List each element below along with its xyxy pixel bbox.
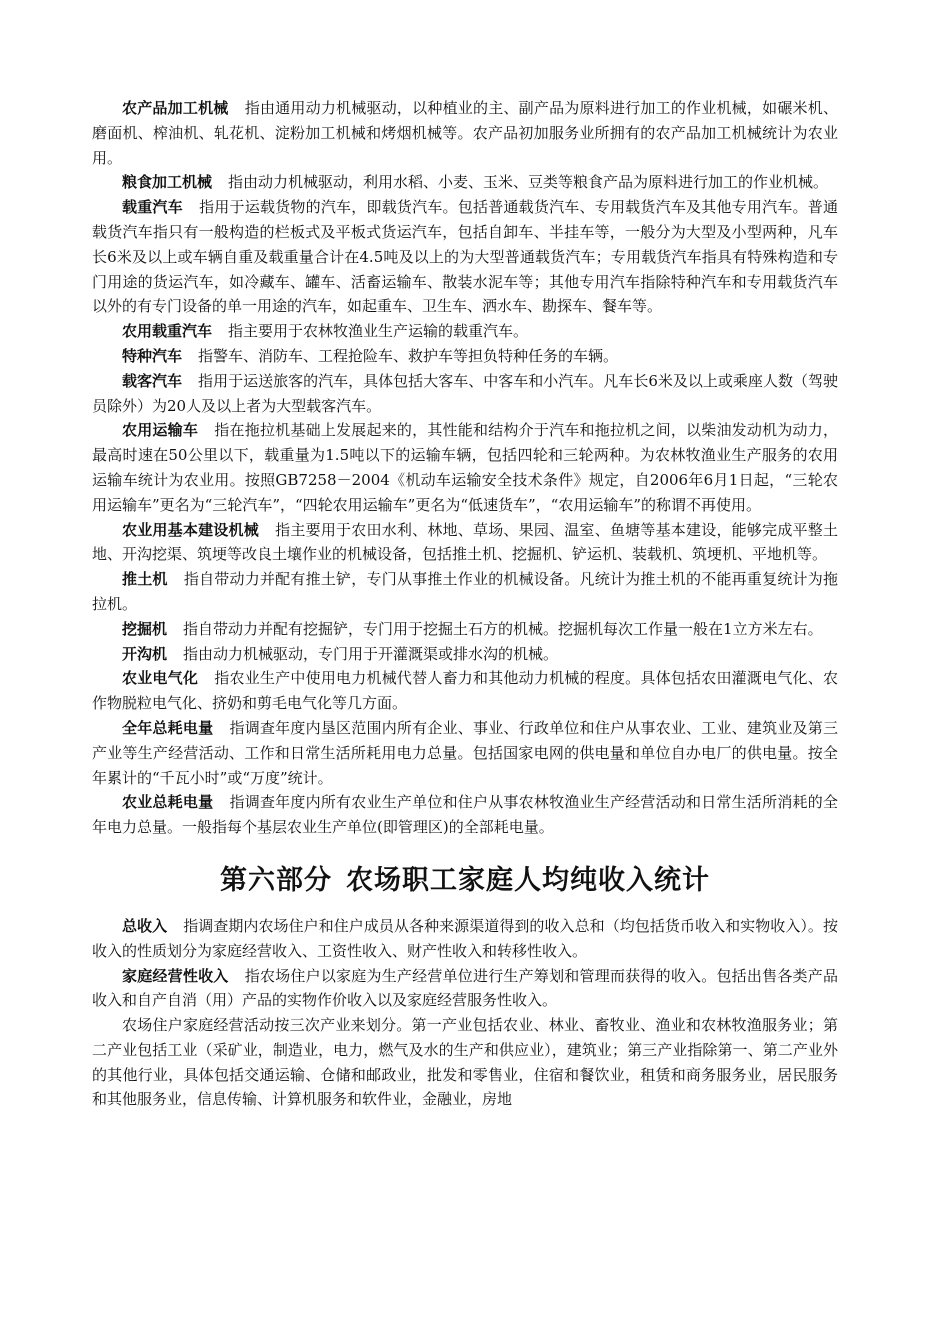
definition-paragraph (92, 170, 838, 195)
definition-term: 农产品加工机械 (122, 99, 229, 117)
definition-text: 指调查年度内所有农业生产单位和住户从事农林牧渔业生产经营活动和日常生活所消耗的全年电力总量。一般指每个基层农业生产单位(即管理区)的全部耗电量。 (92, 793, 838, 837)
definition-paragraph (92, 666, 838, 716)
definition-text: 指主要用于农田水利、林地、草场、果园、温室、鱼塘等基本建设，能够完成平整土地、开沟挖渠、筑埂等改良土壤作业的机械设备，包括推土机、挖掘机、铲运机、装载机、筑埂机、平地机等。 (92, 520, 838, 564)
section-title (92, 862, 838, 900)
definition-term: 农用载重汽车 (122, 322, 213, 341)
definition-term: 农用运输车 (122, 421, 199, 440)
definition-text: 指警车、消防车、工程抢险车、救护车等担负特种任务的车辆。 (198, 346, 619, 365)
definition-text: 指调查期内农场住户和住户成员从各种来源渠道得到的收入总和（均包括货币收入和实物收入）。按收入的性质划分为家庭经营收入、工资性收入、财产性收入和转移性收入。 (92, 916, 838, 960)
definition-paragraph (92, 195, 838, 319)
definition-term: 粮食加工机械 (122, 173, 213, 192)
section-number: 第六部分 (220, 864, 332, 896)
definition-paragraph (92, 964, 838, 1014)
definition-text: 指调查年度内垦区范围内所有企业、事业、行政单位和住户从事农业、工业、建筑业及第三产业等生产经营活动、工作和日常生活所耗用电力总量。包括国家电网的供电量和单位自办电厂的供电量。按全年累计的“千瓦小时”或“万度”统计。 (92, 718, 838, 787)
definition-paragraph (92, 567, 838, 617)
definition-text: 指由动力机械驱动，专门用于开灌溉渠或排水沟的机械。 (183, 644, 559, 663)
definition-paragraph (92, 418, 838, 517)
definition-paragraph (92, 319, 838, 344)
definition-text: 指由动力机械驱动，利用水稻、小麦、玉米、豆类等粮食产品为原料进行加工的作业机械。 (228, 173, 829, 192)
definition-term: 农业总耗电量 (122, 793, 214, 812)
definition-text: 指用于运载货物的汽车，即载货汽车。包括普通载货汽车、专用载货汽车及其他专用汽车。普通载货汽车指只有一般构造的栏板式及平板式货运汽车，包括自卸车、半挂车等，一般分为大型及小型两种，凡车长6米及以上或车辆自重及载重量合计在4.5吨及以上的为大型普通载货汽车；专用载货汽车指具有特殊构造和专门用途的货运汽车，如冷藏车、罐车、活畜运输车、散装水泥车等；其他专用汽车指除特种汽车和专用载货汽车以外的有专门设备的单一用途的汽车，如起重车、卫生车、洒水车、勘探车、餐车等。 (92, 198, 838, 316)
definition-text: 指用于运送旅客的汽车，具体包括大客车、中客车和小汽车。凡车长6米及以上或乘座人数（驾驶员除外）为20人及以上者为大型载客汽车。 (92, 371, 838, 415)
definition-paragraph (92, 716, 838, 790)
definition-paragraph (92, 344, 838, 369)
definition-text: 指自带动力并配有推土铲，专门从事推土作业的机械设备。凡统计为推土机的不能再重复统计为拖拉机。 (92, 570, 838, 613)
definition-text: 指在拖拉机基础上发展起来的，其性能和结构介于汽车和拖拉机之间，以柴油发动机为动力，最高时速在50公里以下，载重量为1.5吨以下的运输车辆，包括四轮和三轮两种。为农林牧渔业生产服务的农用运输车统计为农业用。按照GB7258－2004《机动车运输安全技术条件》规定，自2006年6月1日起，“三轮农用运输车”更名为“三轮汽车”，“四轮农用运输车”更名为“低速货车”，“农用运输车”的称谓不再使用。 (92, 421, 838, 514)
definition-term: 农业用基本建设机械 (122, 520, 259, 539)
definition-term: 载客汽车 (122, 371, 183, 390)
definition-term: 总收入 (122, 916, 168, 935)
definition-term: 挖掘机 (122, 619, 168, 638)
definition-paragraph (92, 96, 838, 170)
definition-term: 推土机 (122, 570, 168, 589)
definition-text: 指主要用于农林牧渔业生产运输的载重汽车。 (228, 322, 529, 341)
definition-text: 指农业生产中使用电力机械代替人畜力和其他动力机械的程度。具体包括农田灌溉电气化、农作物脱粒电气化、挤奶和剪毛电气化等几方面。 (92, 669, 838, 713)
document-page (92, 96, 838, 1112)
definition-term: 特种汽车 (122, 346, 183, 365)
definition-paragraph (92, 642, 838, 667)
definition-text: 指农场住户以家庭为生产经营单位进行生产筹划和管理而获得的收入。包括出售各类产品收入和自产自消（用）产品的实物作价收入以及家庭经营服务性收入。 (92, 966, 838, 1010)
definition-term: 家庭经营性收入 (122, 966, 229, 985)
definition-text: 指自带动力并配有挖掘铲，专门用于挖掘土石方的机械。挖掘机每次工作量一般在1立方米左右。 (183, 619, 823, 638)
definition-term: 全年总耗电量 (122, 718, 214, 737)
definition-term: 农业电气化 (122, 669, 199, 688)
definition-paragraph (92, 790, 838, 840)
definition-term: 开沟机 (122, 644, 168, 663)
definition-paragraph (92, 369, 838, 419)
definition-paragraph (92, 617, 838, 642)
section-title-text: 农场职工家庭人均纯收入统计 (346, 864, 710, 896)
body-paragraph: 农场住户家庭经营活动按三次产业来划分。第一产业包括农业、林业、畜牧业、渔业和农林牧渔服务业；第二产业包括工业（采矿业，制造业，电力，燃气及水的生产和供应业），建筑业；第三产业指除第一、第二产业外的其他行业，具体包括交通运输、仓储和邮政业，批发和零售业，住宿和餐饮业，租赁和商务服务业，居民服务和其他服务业，信息传输、计算机服务和软件业，金融业，房地 (92, 1016, 838, 1109)
definition-term: 载重汽车 (122, 198, 183, 217)
definition-text: 指由通用动力机械驱动，以种植业的主、副产品为原料进行加工的作业机械，如碾米机、磨面机、榨油机、轧花机、淀粉加工机械和烤烟机械等。农产品初加服务业所拥有的农产品加工机械统计为农业用。 (92, 99, 838, 167)
definition-paragraph (92, 914, 838, 964)
definition-paragraph (92, 518, 838, 568)
